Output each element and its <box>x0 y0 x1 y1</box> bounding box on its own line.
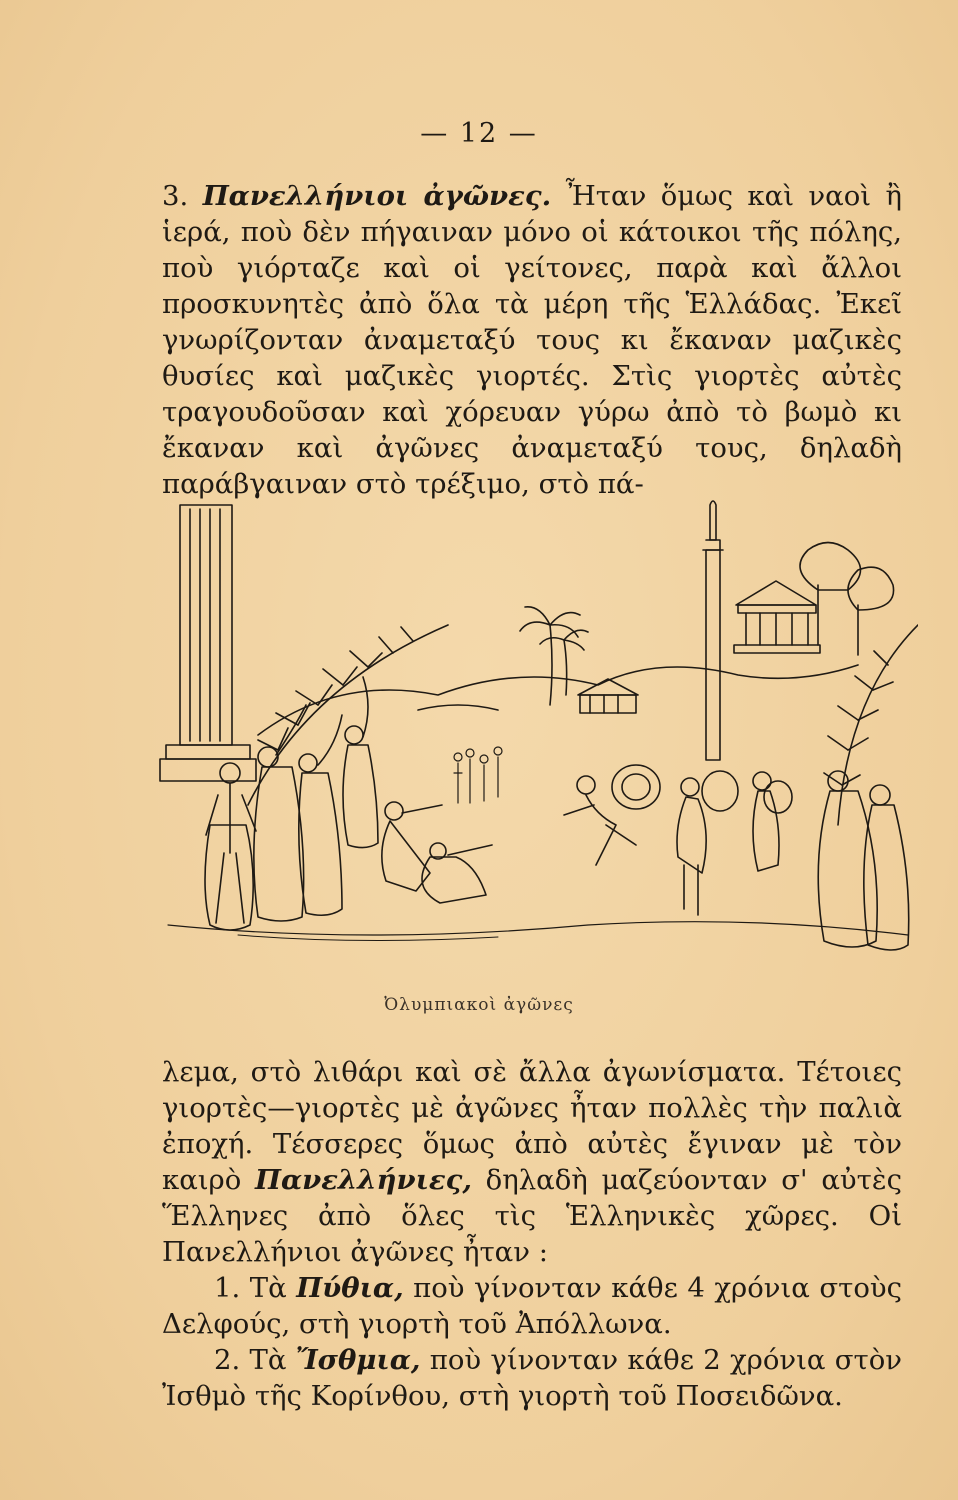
list-item <box>162 1342 902 1414</box>
section-title: Πανελλήνιοι ἀγῶνες. <box>202 180 552 212</box>
paragraph-start: Ἦταν ὅμως καὶ ναοὶ ἢ ἱερά, ποὺ δὲν πήγαιναν μόνο οἱ κάτοικοι τῆς πόλης, ποὺ γιόρταζε καὶ οἱ γείτονες, παρὰ καὶ ἄλλοι προσκυνητὲς ἀπὸ ὅλα τὰ μέρη τῆς Ἑλλάδας. Ἐκεῖ γνωρίζονταν ἀναμεταξύ τους κι ἔκαναν μαζικὲς θυσίες καὶ μαζικὲς γιορτές. Στὶς γιορτὲς αὐτὲς τραγουδοῦσαν καὶ χόρευαν γύρω ἀπὸ τὸ βωμὸ κι ἔκαναν καὶ ἀγῶνες ἀναμεταξύ τους, δηλαδὴ παράβγαιναν στὸ τρέξιμο, στὸ πά- <box>162 180 902 500</box>
illustration-caption: Ὀλυμπιακοὶ ἀγῶνες <box>384 995 574 1015</box>
left-column-drawing <box>160 505 256 781</box>
list-item <box>162 1270 902 1342</box>
right-figures-drawing <box>677 771 909 950</box>
distant-runners-drawing <box>454 747 502 803</box>
continuation-bold-word: Πανελλήνιες, <box>255 1164 472 1196</box>
section-text-top <box>162 178 902 502</box>
list-item-number: 1. Τὰ <box>214 1272 297 1304</box>
continuation-paragraph <box>162 1054 902 1270</box>
list-item-text: ποὺ γίνονταν κάθε 2 χρόνια στὸν Ἰσθμὸ τῆς Κορίνθου, στὴ γιορτὴ τοῦ Ποσειδῶνα. <box>162 1344 902 1412</box>
right-column-drawing <box>703 501 723 760</box>
list-item-name: Πύθια, <box>296 1272 404 1304</box>
palm-frond-left <box>248 625 448 805</box>
runner-with-shield-drawing <box>564 765 660 865</box>
list-item-text: ποὺ γίνονταν κάθε 4 χρόνια στοὺς Δελφούς, στὴ γιορτὴ τοῦ Ἀπόλλωνα. <box>162 1272 903 1340</box>
musicians-drawing <box>382 802 492 903</box>
palm-trees-drawing <box>520 607 588 705</box>
palm-frond-right <box>824 625 918 825</box>
continuation-text-part1: λεμα, στὸ λιθάρι καὶ σὲ ἄλλα ἀγωνίσματα. Τέτοιες γιορτὲς—γιορτὲς μὲ ἀγῶνες ἦταν πολλὲς τὴν παλιὰ ἐποχή. Τέσσερες ὅμως ἀπὸ αὐτὲς ἔγιναν μὲ τὸν καιρὸ <box>162 1056 902 1196</box>
section-number: 3. <box>162 180 189 212</box>
page-number: — 12 — <box>420 118 538 149</box>
trees-drawing <box>800 543 894 656</box>
temple-drawing <box>734 581 820 653</box>
list-item-name: Ἴσθμια, <box>295 1344 421 1376</box>
section-paragraph <box>162 178 902 502</box>
section-text-bottom <box>162 1054 902 1414</box>
small-building-drawing <box>578 679 638 713</box>
continuation-text-part2: δηλαδὴ μαζεύονταν σ' αὐτὲς Ἕλληνες ἀπὸ ὅλες τὶς Ἑλληνικὲς χῶρες. Οἱ Πανελλήνιοι ἀγῶνες ἦταν : <box>162 1164 902 1268</box>
list-item-number: 2. Τὰ <box>214 1344 296 1376</box>
olympic-games-illustration <box>158 495 918 975</box>
left-figures-drawing <box>205 677 378 930</box>
